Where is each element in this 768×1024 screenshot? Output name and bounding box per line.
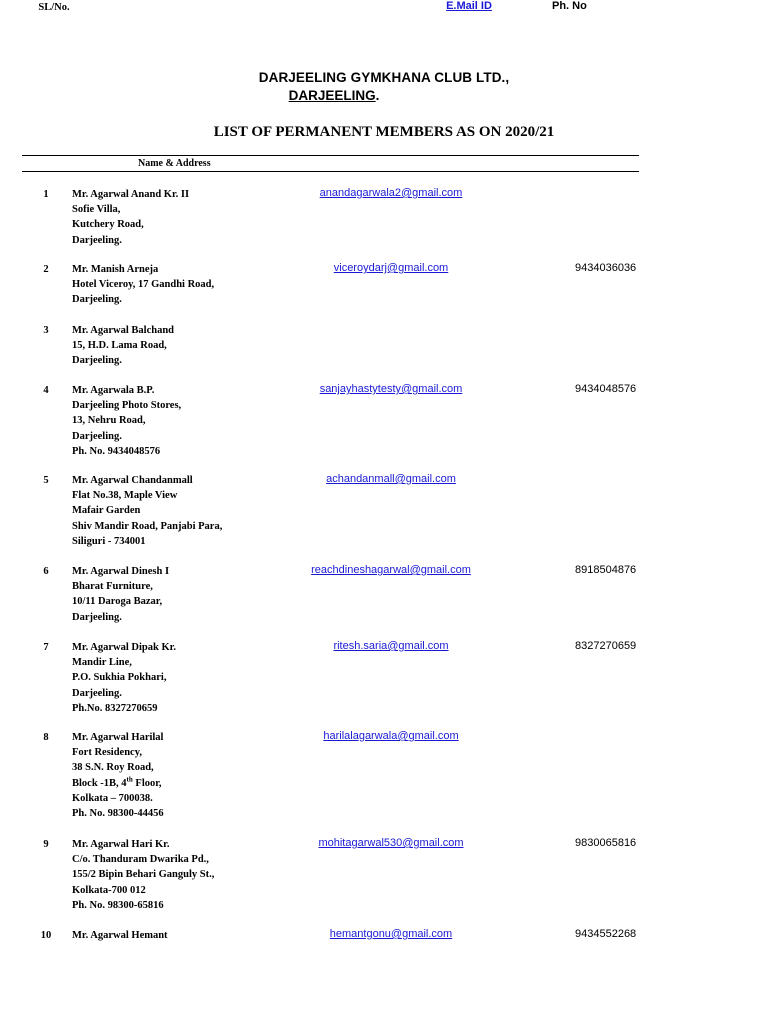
address-line: Flat No.38, Maple View bbox=[72, 490, 178, 502]
floor-text: Floor, bbox=[132, 777, 162, 789]
member-name: Mr. Agarwal Anand Kr. II bbox=[72, 189, 190, 200]
member-name-address bbox=[72, 730, 164, 821]
member-name: Mr. Agarwal Harilal bbox=[72, 732, 164, 743]
list-title: LIST OF PERMANENT MEMBERS AS ON 2020/21 bbox=[213, 124, 555, 140]
member-sl-number: 10 bbox=[40, 930, 52, 941]
member-sl-number: 4 bbox=[43, 385, 49, 396]
member-sl-number: 2 bbox=[43, 264, 49, 275]
member-name: Mr. Agarwal Balchand bbox=[72, 325, 174, 336]
member-name-address bbox=[72, 323, 174, 369]
member-phone: 8918504876 bbox=[575, 564, 637, 576]
member-name-address bbox=[72, 383, 181, 459]
address-line: Ph. No. 98300-65816 bbox=[72, 899, 164, 911]
member-sl-number: 8 bbox=[43, 732, 49, 743]
member-name: Mr. Agarwal Hemant bbox=[72, 930, 168, 941]
member-sl-number: 7 bbox=[43, 642, 49, 653]
address-line: Ph. No. 98300-44456 bbox=[72, 807, 164, 819]
member-name: Mr. Manish Arneja bbox=[72, 264, 159, 275]
member-email-link[interactable]: ritesh.saria@gmail.com bbox=[333, 640, 449, 652]
address-line: Darjeeling Photo Stores, bbox=[72, 400, 182, 412]
address-line: Mandir Line, bbox=[72, 657, 132, 669]
ordinal-superscript: th bbox=[126, 775, 133, 784]
address-line: Darjeeling. bbox=[72, 234, 122, 246]
address-line: Shiv Mandir Road, Panjabi Para, bbox=[72, 520, 223, 532]
member-name-address bbox=[72, 928, 168, 943]
member-sl-number: 6 bbox=[43, 566, 49, 577]
member-email-link[interactable]: reachdineshagarwal@gmail.com bbox=[311, 564, 471, 576]
member-phone: 9830065816 bbox=[575, 837, 637, 849]
club-name-heading: DARJEELING GYMKHANA CLUB LTD., bbox=[258, 70, 510, 85]
member-email-link[interactable]: achandanmall@gmail.com bbox=[326, 473, 456, 485]
address-line: Ph.No. 8327270659 bbox=[72, 702, 158, 714]
address-line: 38 S.N. Roy Road, bbox=[72, 762, 154, 774]
address-line: 15, H.D. Lama Road, bbox=[72, 340, 167, 352]
column-header-phone: Ph. No bbox=[552, 0, 587, 12]
column-header-name-address: Name & Address bbox=[138, 158, 211, 169]
member-email-link[interactable]: viceroydarj@gmail.com bbox=[333, 262, 449, 274]
address-line: C/o. Thanduram Dwarika Pd., bbox=[72, 854, 209, 866]
member-phone: 9434048576 bbox=[575, 383, 637, 395]
member-name: Mr. Agarwal Dinesh I bbox=[72, 566, 170, 577]
member-name-address bbox=[72, 837, 214, 913]
address-line bbox=[72, 776, 164, 791]
block-text: Block -1B, 4 bbox=[72, 777, 127, 789]
address-line: Darjeeling. bbox=[72, 294, 122, 306]
member-sl-number: 3 bbox=[43, 325, 49, 336]
address-line: Kutchery Road, bbox=[72, 219, 144, 231]
member-name-address bbox=[72, 262, 214, 308]
member-name-address bbox=[72, 473, 222, 549]
member-email-link[interactable]: anandagarwala2@gmail.com bbox=[319, 187, 463, 199]
table-header-bottom-rule bbox=[22, 171, 639, 172]
club-city-suffix: . bbox=[375, 88, 380, 103]
member-phone: 8327270659 bbox=[575, 640, 637, 652]
address-line: Fort Residency, bbox=[72, 747, 142, 759]
address-line: Kolkata-700 012 bbox=[72, 884, 146, 896]
address-line: 13, Nehru Road, bbox=[72, 415, 146, 427]
member-name-address bbox=[72, 187, 189, 248]
address-line: P.O. Sukhia Pokhari, bbox=[72, 672, 167, 684]
address-line: Sofie Villa, bbox=[72, 204, 121, 216]
address-line: Hotel Viceroy, 17 Gandhi Road, bbox=[72, 279, 215, 291]
member-name: Mr. Agarwal Dipak Kr. bbox=[72, 642, 176, 653]
club-city-heading bbox=[0, 88, 668, 103]
member-name-address bbox=[72, 640, 176, 716]
member-email-link[interactable]: harilalagarwala@gmail.com bbox=[323, 730, 459, 742]
member-phone: 9434036036 bbox=[575, 262, 637, 274]
member-name: Mr. Agarwal Hari Kr. bbox=[72, 839, 170, 850]
member-name-address bbox=[72, 564, 169, 625]
address-line: 10/11 Daroga Bazar, bbox=[72, 596, 163, 608]
member-email-link[interactable]: mohitagarwal530@gmail.com bbox=[318, 837, 464, 849]
member-sl-number: 9 bbox=[43, 839, 49, 850]
address-line: 155/2 Bipin Behari Ganguly St., bbox=[72, 869, 215, 881]
member-name: Mr. Agarwala B.P. bbox=[72, 385, 155, 396]
column-header-email: E.Mail ID bbox=[446, 0, 492, 12]
address-line: Darjeeling. bbox=[72, 687, 122, 699]
member-email-link[interactable]: sanjayhastytesty@gmail.com bbox=[319, 383, 463, 395]
member-name: Mr. Agarwal Chandanmall bbox=[72, 475, 193, 486]
member-sl-number: 5 bbox=[43, 475, 49, 486]
column-header-sl: SL/No. bbox=[38, 2, 70, 13]
address-line: Mafair Garden bbox=[72, 505, 141, 517]
address-line: Darjeeling. bbox=[72, 430, 122, 442]
table-header-top-rule bbox=[22, 155, 639, 156]
address-line: Darjeeling. bbox=[72, 355, 122, 367]
address-line: Ph. No. 9434048576 bbox=[72, 445, 161, 457]
club-city-name: DARJEELING bbox=[288, 88, 376, 103]
address-line: Darjeeling. bbox=[72, 611, 122, 623]
member-email-link[interactable]: hemantgonu@gmail.com bbox=[329, 928, 453, 940]
member-sl-number: 1 bbox=[43, 189, 49, 200]
address-line: Kolkata – 700038. bbox=[72, 792, 153, 804]
address-line: Bharat Furniture, bbox=[72, 581, 153, 593]
member-phone: 9434552268 bbox=[575, 928, 637, 940]
address-line: Siliguri - 734001 bbox=[72, 535, 146, 547]
